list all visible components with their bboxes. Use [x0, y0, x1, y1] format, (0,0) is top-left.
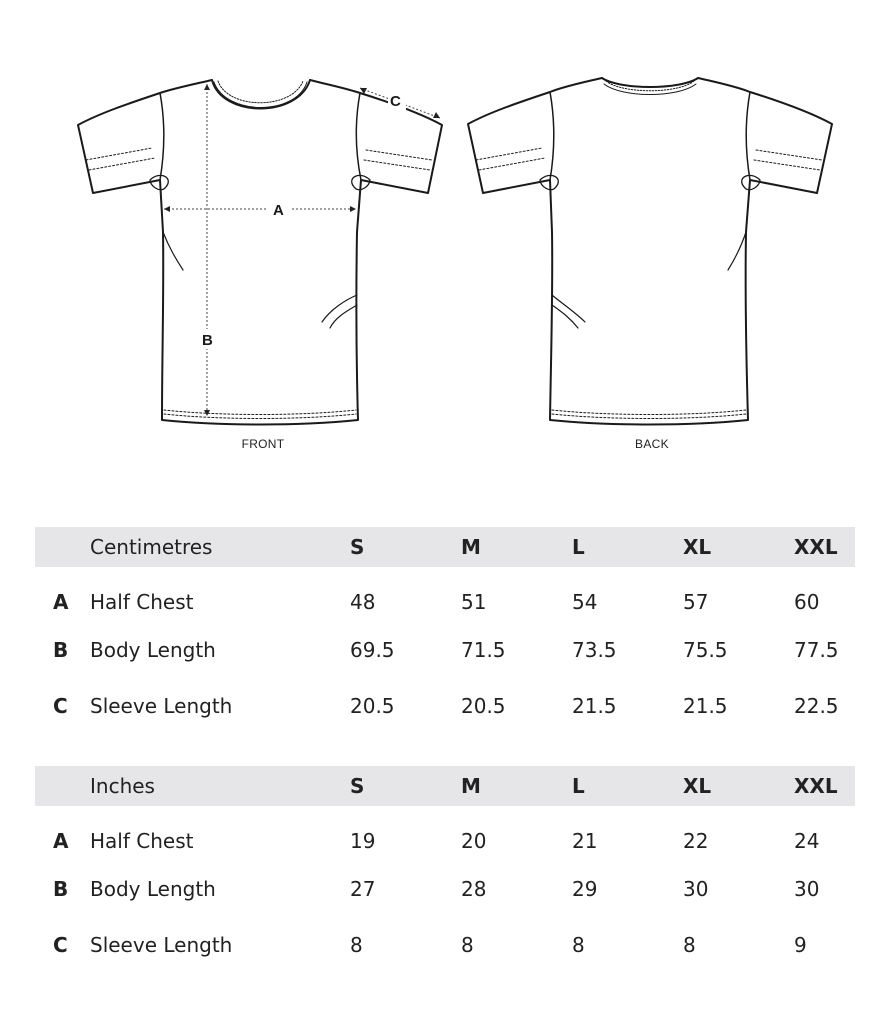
back-right-fold — [746, 92, 750, 180]
cell-value: 20.5 — [350, 693, 395, 718]
cell-value: 60 — [794, 590, 820, 615]
back-neckline — [602, 78, 698, 87]
front-left-fold — [160, 93, 164, 180]
back-tshirt — [468, 78, 832, 425]
table-row — [35, 917, 855, 973]
front-right-hem — [364, 150, 432, 170]
size-table-inches — [35, 766, 855, 973]
tshirt-diagram — [0, 0, 890, 470]
size-header-m: M — [461, 535, 481, 559]
marker-a-label: A — [273, 202, 284, 219]
measure-arrows — [164, 84, 440, 416]
cell-value: 22 — [683, 829, 709, 854]
front-neckline — [212, 80, 310, 109]
row-letter: B — [53, 877, 69, 902]
back-right-hem — [754, 150, 822, 170]
size-header-l: L — [572, 774, 585, 798]
size-header-xl: XL — [683, 774, 712, 798]
front-left-hem — [86, 148, 155, 170]
row-letter: B — [53, 638, 69, 663]
arrow-c-bottom — [433, 112, 440, 118]
back-body-outline — [468, 78, 832, 425]
cell-value: 75.5 — [683, 638, 728, 663]
cell-value: 8 — [461, 932, 474, 957]
arrow-b-top — [204, 84, 210, 90]
table-row — [35, 862, 855, 918]
cell-value: 19 — [350, 829, 376, 854]
row-measure-name: Sleeve Length — [90, 693, 233, 718]
cell-value: 27 — [350, 877, 376, 902]
cell-value: 29 — [572, 877, 598, 902]
row-measure-name: Body Length — [90, 638, 216, 663]
size-header-xl: XL — [683, 535, 712, 559]
front-right-fold — [356, 93, 361, 180]
cell-value: 48 — [350, 590, 376, 615]
cell-value: 8 — [350, 932, 363, 957]
cell-value: 28 — [461, 877, 487, 902]
header-letter-cell — [35, 527, 90, 567]
front-bottom-hem — [164, 410, 356, 415]
cell-value: 20 — [461, 829, 487, 854]
marker-c-label: C — [390, 93, 401, 110]
back-left-hem — [476, 148, 545, 170]
front-neck-rib-2 — [214, 82, 307, 108]
cell-value: 24 — [794, 829, 820, 854]
cell-value: 8 — [683, 932, 696, 957]
front-caption: FRONT — [241, 437, 285, 451]
back-bottom-hem — [552, 410, 746, 415]
arrow-a-right — [350, 206, 356, 212]
table-header-row — [35, 527, 855, 567]
row-measure-name: Sleeve Length — [90, 932, 233, 957]
row-letter: A — [53, 829, 69, 854]
back-drape-l — [552, 295, 585, 328]
back-drape-r — [728, 232, 746, 270]
size-table-centimetres — [35, 527, 855, 734]
back-armpit-r — [742, 175, 760, 189]
back-left-fold — [550, 92, 554, 180]
cell-value: 57 — [683, 590, 709, 615]
size-header-m: M — [461, 774, 481, 798]
marker-b-label: B — [202, 332, 213, 349]
front-drape-r — [322, 295, 357, 328]
size-header-l: L — [572, 535, 585, 559]
cell-value: 21 — [572, 829, 598, 854]
header-letter-cell — [35, 766, 90, 806]
row-measure-name: Half Chest — [90, 829, 194, 854]
row-measure-name: Body Length — [90, 877, 216, 902]
cell-value: 30 — [794, 877, 820, 902]
table-row — [35, 567, 855, 623]
back-neck-rib — [606, 81, 694, 91]
table-row — [35, 678, 855, 734]
row-letter: A — [53, 590, 69, 615]
cell-value: 69.5 — [350, 638, 395, 663]
cell-value: 30 — [683, 877, 709, 902]
front-body-outline — [78, 80, 442, 425]
table-row — [35, 623, 855, 679]
size-header-xxl: XXL — [794, 774, 838, 798]
cell-value: 20.5 — [461, 693, 506, 718]
unit-label: Centimetres — [90, 535, 213, 559]
back-neck-rib-2 — [604, 84, 696, 95]
cell-value: 54 — [572, 590, 598, 615]
size-header-s: S — [350, 535, 365, 559]
table-header-row — [35, 766, 855, 806]
tshirt-drawings — [0, 0, 890, 470]
size-header-s: S — [350, 774, 365, 798]
front-neck-rib — [218, 81, 303, 103]
unit-label: Inches — [90, 774, 155, 798]
row-letter: C — [53, 693, 68, 718]
measure-lines — [164, 84, 440, 416]
cell-value: 22.5 — [794, 693, 839, 718]
cell-value: 21.5 — [683, 693, 728, 718]
table-row — [35, 806, 855, 862]
back-caption: BACK — [635, 437, 669, 451]
front-drape-l — [163, 232, 183, 270]
arrow-a-left — [164, 206, 170, 212]
size-header-xxl: XXL — [794, 535, 838, 559]
cell-value: 71.5 — [461, 638, 506, 663]
row-measure-name: Half Chest — [90, 590, 194, 615]
front-tshirt — [78, 80, 442, 425]
cell-value: 73.5 — [572, 638, 617, 663]
cell-value: 21.5 — [572, 693, 617, 718]
cell-value: 77.5 — [794, 638, 839, 663]
measure-labels — [199, 90, 406, 349]
row-letter: C — [53, 932, 68, 957]
cell-value: 8 — [572, 932, 585, 957]
cell-value: 9 — [794, 932, 807, 957]
cell-value: 51 — [461, 590, 487, 615]
